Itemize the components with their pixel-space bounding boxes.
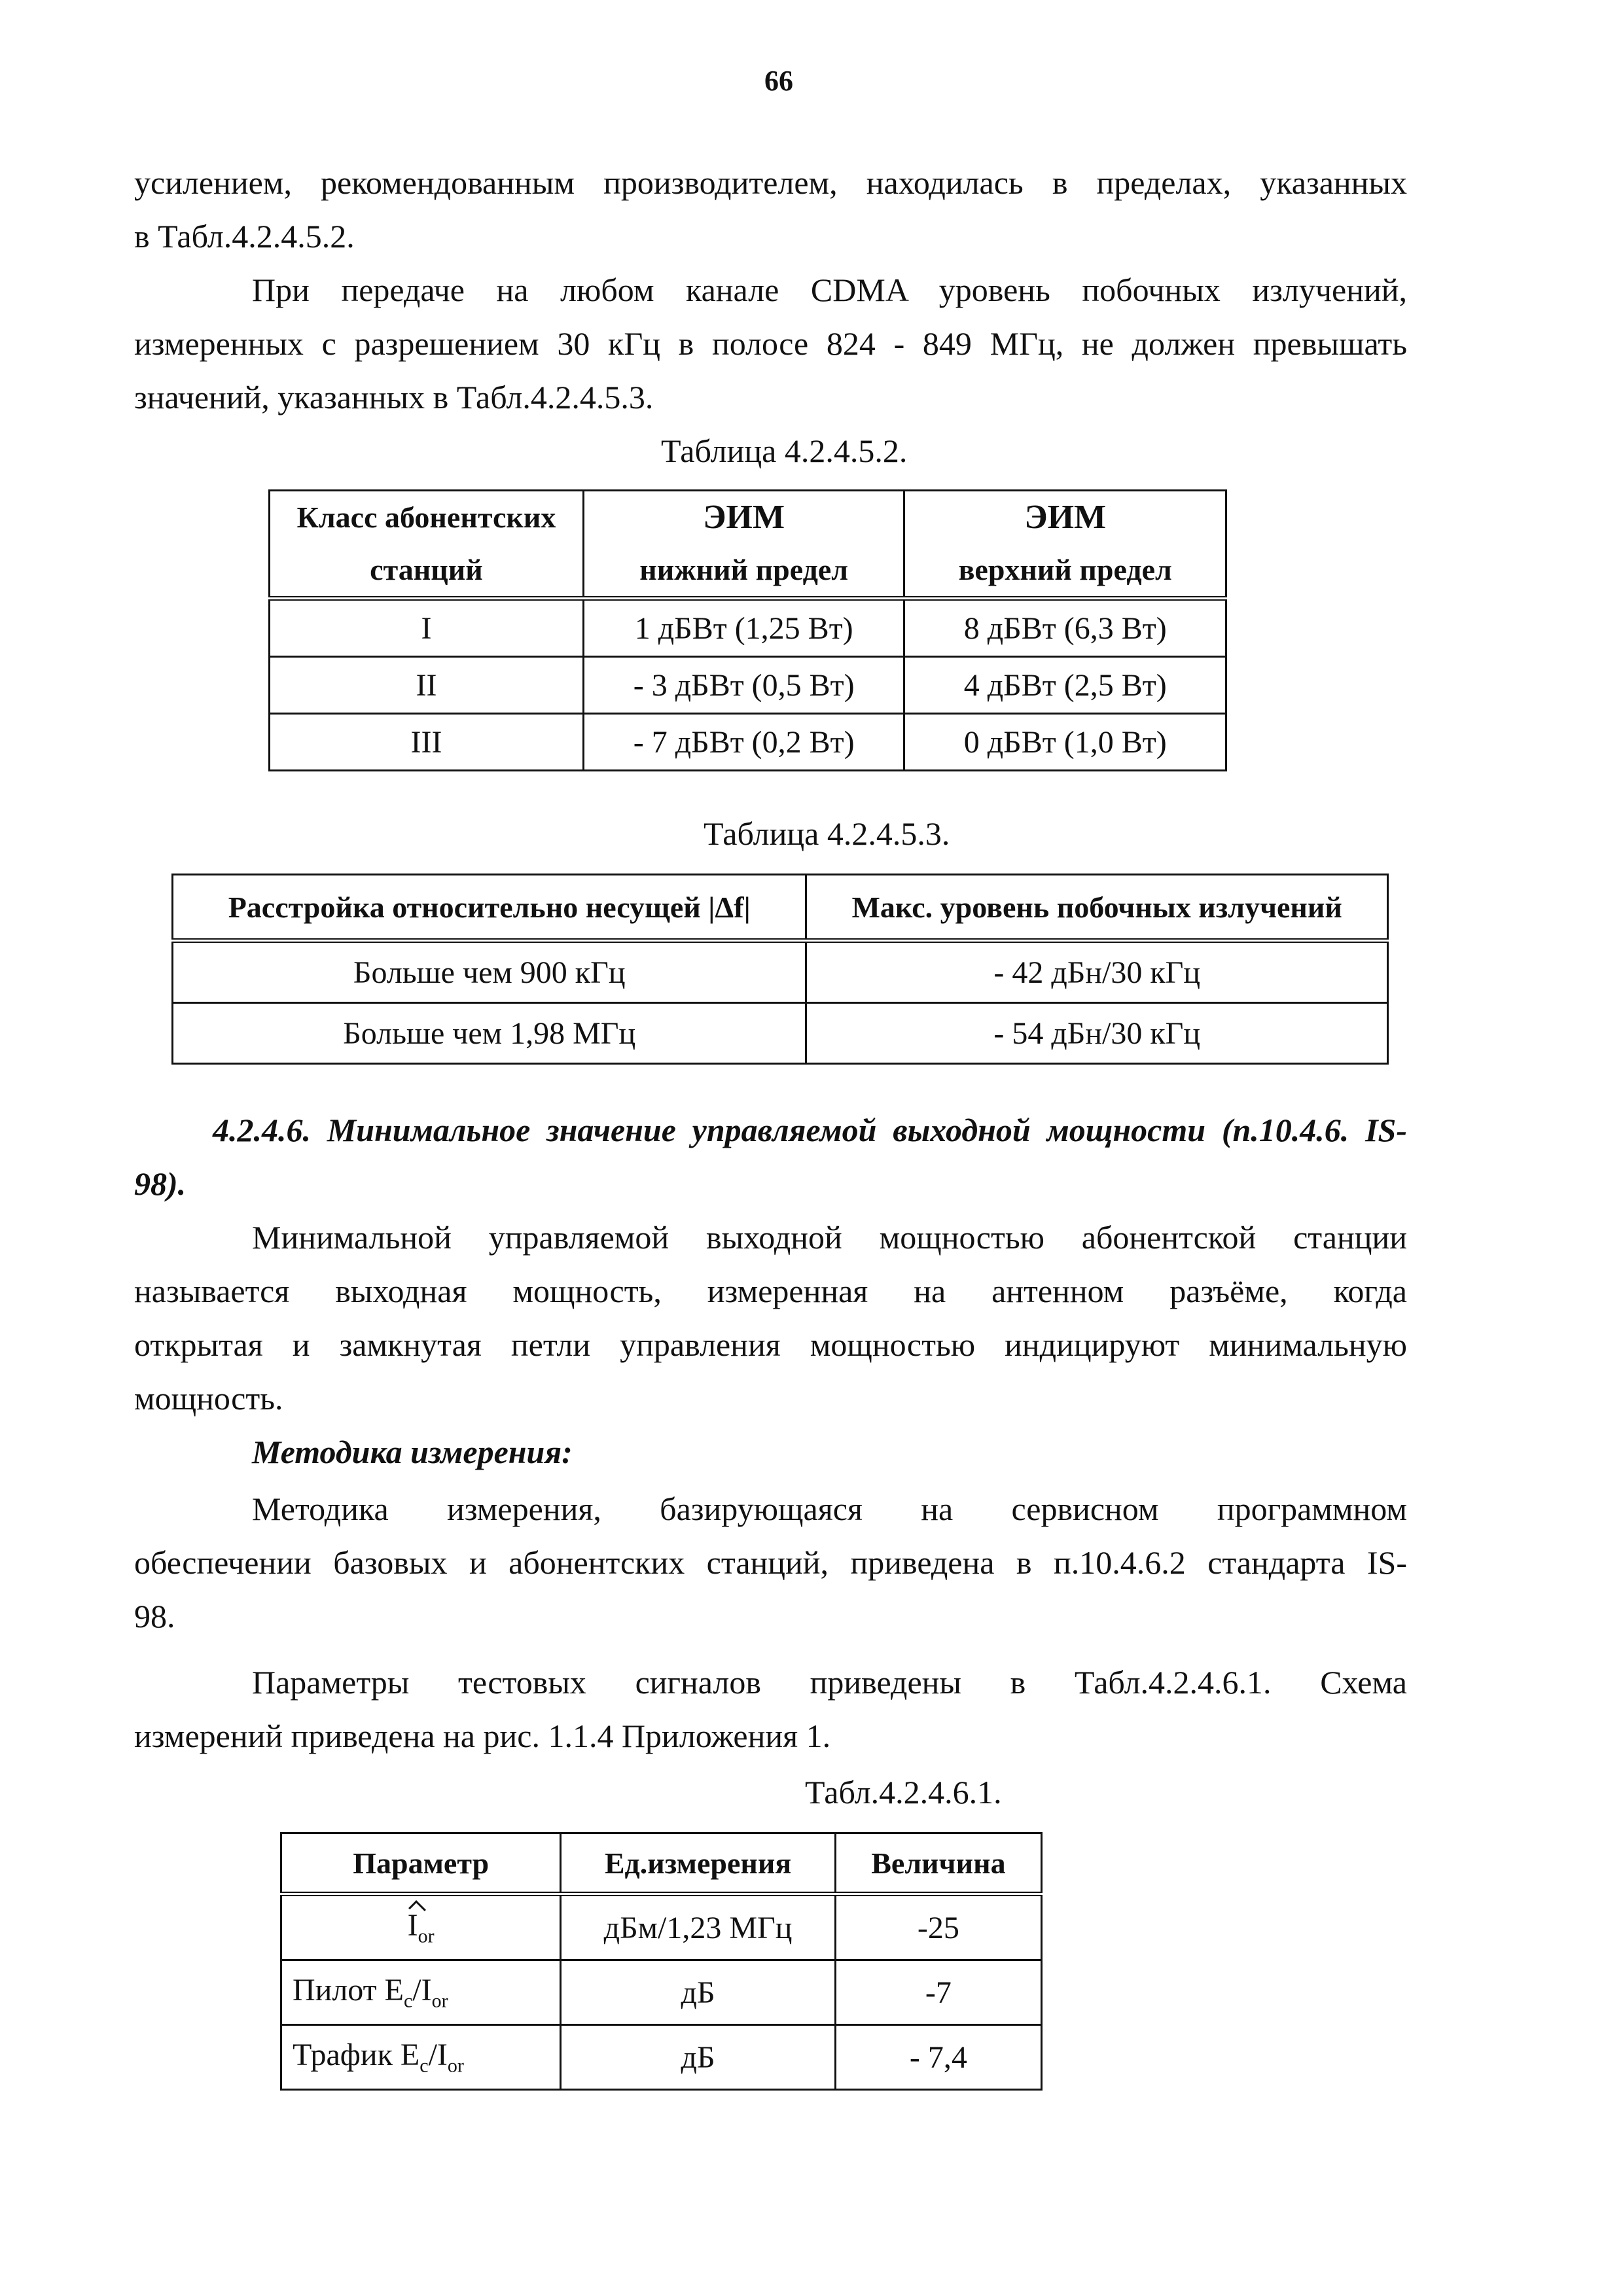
spurious-emission-table (171, 874, 1389, 1065)
table-cell: Больше чем 900 кГц (173, 941, 806, 1003)
heading-line: Методика измерения: (252, 1434, 573, 1470)
min-power-paragraph (134, 1210, 1407, 1425)
method-heading (134, 1425, 1407, 1479)
header-cell: Класс абонентских станций (270, 491, 584, 599)
test-signal-params-table (280, 1832, 1043, 2091)
text-line: Параметры тестовых сигналов приведены в Табл.4.2.4.6.1. Схема (252, 1664, 1407, 1701)
table-cell: Больше чем 1,98 МГц (173, 1003, 806, 1064)
table-cell: дБ (561, 1960, 836, 2025)
table-row (173, 941, 1388, 1003)
text-line: измерений приведена на рис. 1.1.4 Приложения 1. (134, 1718, 831, 1754)
table-cell: - 54 дБн/30 кГц (806, 1003, 1388, 1064)
text-line: Минимальной управляемой выходной мощностью абонентской станции (252, 1219, 1407, 1256)
table-row (270, 657, 1226, 714)
header-cell: Расстройка относительно несущей |Δf| (173, 875, 806, 941)
heading-line: 4.2.4.6. Минимальное значение управляемой выходной мощности (п.10.4.6. IS- (213, 1112, 1407, 1148)
text-line: измеренных с разрешением 30 кГц в полосе 824 - 849 МГц, не должен превышать (134, 325, 1407, 362)
text-line: значений, указанных в Табл.4.2.4.5.3. (134, 379, 654, 415)
table-cell: - 7 дБВт (0,2 Вт) (583, 714, 904, 771)
table2-caption: Таблица 4.2.4.5.3. (704, 815, 950, 852)
table-cell: дБм/1,23 МГц (561, 1894, 836, 1960)
param-cell: $I_{or}$ (281, 1894, 561, 1960)
table-cell: -25 (835, 1894, 1041, 1960)
text-line: в Табл.4.2.4.5.2. (134, 218, 355, 255)
text-line: мощность. (134, 1380, 283, 1417)
header-cell: Параметр (281, 1833, 561, 1894)
header-cell: ЭИМ верхний предел (904, 491, 1226, 599)
text-line: 98. (134, 1598, 175, 1634)
table-row (270, 714, 1226, 771)
table-cell: III (270, 714, 584, 771)
table-cell: II (270, 657, 584, 714)
test-params-paragraph (134, 1655, 1407, 1763)
table-cell: 8 дБВт (6,3 Вт) (904, 599, 1226, 657)
table-cell: 4 дБВт (2,5 Вт) (904, 657, 1226, 714)
table-cell: дБ (561, 2025, 836, 2090)
param-cell: Трафик $E_c/I_{or}$ (281, 2025, 561, 2090)
heading-line: 98). (134, 1165, 187, 1202)
header-cell: Макс. уровень побочных излучений (806, 875, 1388, 941)
text-line: При передаче на любом канале CDMA уровень побочных излучений, (252, 272, 1407, 308)
page-number: 66 (764, 65, 793, 97)
table-cell: 1 дБВт (1,25 Вт) (583, 599, 904, 657)
table-header-row (173, 875, 1388, 941)
table-row (173, 1003, 1388, 1064)
text-line: усилением, рекомендованным производителем, находилась в пределах, указанных (134, 164, 1407, 201)
text-line: Методика измерения, базирующаяся на сервисном программном (252, 1491, 1407, 1527)
table-row (270, 599, 1226, 657)
table-cell: -7 (835, 1960, 1041, 2025)
header-cell: Величина (835, 1833, 1041, 1894)
table3-caption: Табл.4.2.4.6.1. (805, 1774, 1002, 1810)
table-cell: - 42 дБн/30 кГц (806, 941, 1388, 1003)
table-header-row (270, 491, 1226, 599)
header-cell: Ед.измерения (561, 1833, 836, 1894)
spurious-emission-paragraph (134, 263, 1407, 424)
table-cell: - 7,4 (835, 2025, 1041, 2090)
text-line: открытая и замкнутая петли управления мощностью индицируют минимальную (134, 1326, 1407, 1363)
text-line: обеспечении базовых и абонентских станций, приведена в п.10.4.6.2 стандарта IS- (134, 1544, 1407, 1581)
method-paragraph (134, 1482, 1407, 1643)
table1-caption: Таблица 4.2.4.5.2. (661, 433, 908, 469)
table-row (281, 2025, 1042, 2090)
ior-symbol: I (407, 1908, 418, 1943)
param-cell: Пилот $E_c/I_{or}$ (281, 1960, 561, 2025)
intro-paragraph (134, 156, 1407, 263)
table-row (281, 1894, 1042, 1960)
table-header-row (281, 1833, 1042, 1894)
text-line: называется выходная мощность, измеренная на антенном разъёме, когда (134, 1273, 1407, 1309)
section-heading (134, 1103, 1407, 1210)
table-cell: I (270, 599, 584, 657)
power-class-table (268, 489, 1227, 771)
table-cell: 0 дБВт (1,0 Вт) (904, 714, 1226, 771)
table-row (281, 1960, 1042, 2025)
table-cell: - 3 дБВт (0,5 Вт) (583, 657, 904, 714)
header-cell: ЭИМ нижний предел (583, 491, 904, 599)
